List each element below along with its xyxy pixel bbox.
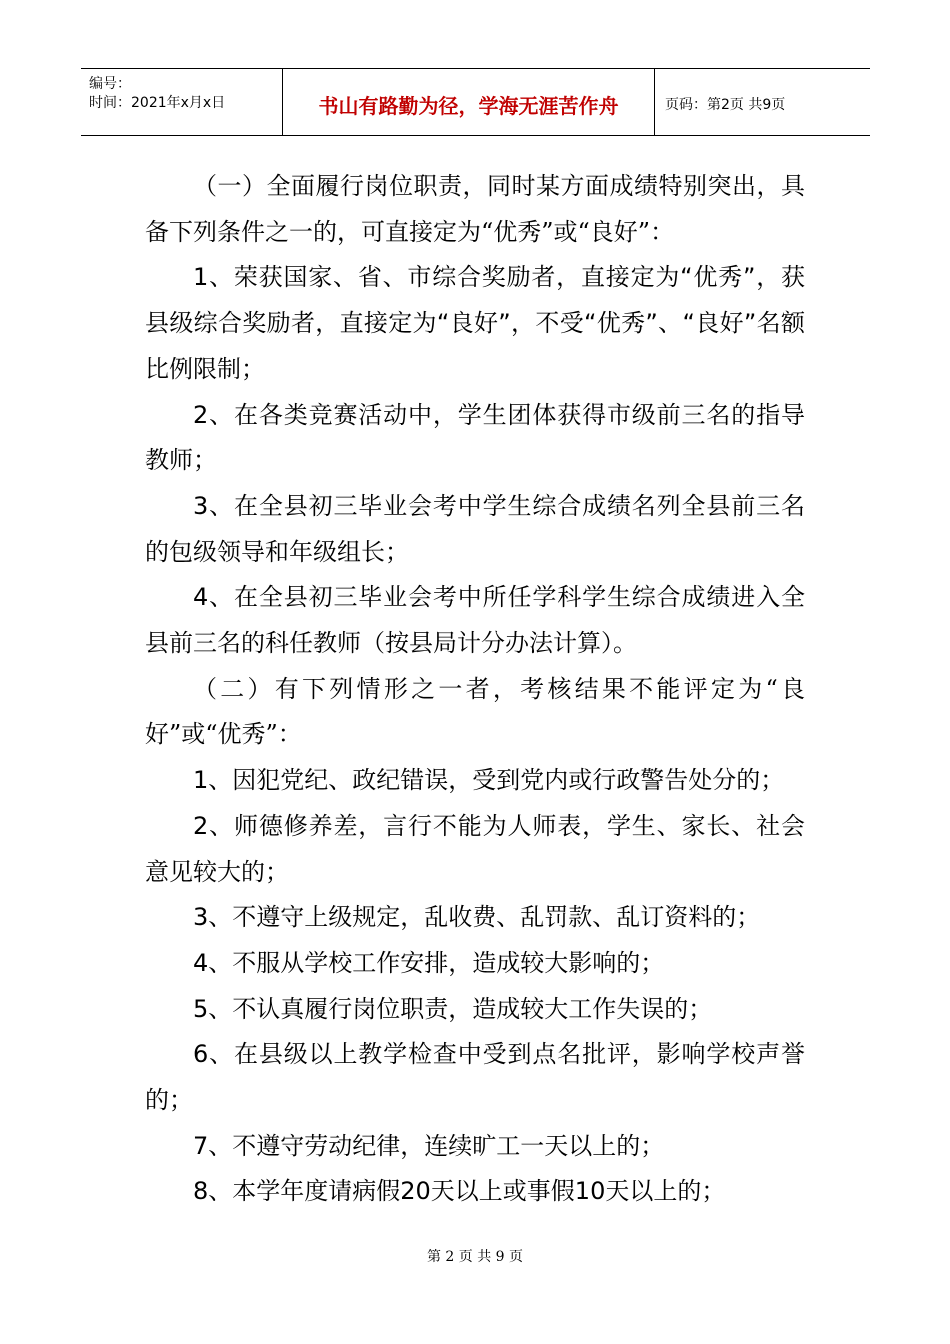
header-page-cell [655, 69, 870, 135]
list-item: 7、不遵守劳动纪律，连续旷工一天以上的； [193, 1131, 665, 1160]
list-item: 1、荣获国家、省、市综合奖励者，直接定为“优秀”，获县级综合奖励者，直接定为“良好”，不受“优秀”、“良好”名额比例限制； [145, 263, 805, 383]
list-item: 8、本学年度请病假20天以上或事假10天以上的； [193, 1177, 726, 1206]
list-item: 1、因犯党纪、政纪错误，受到党内或行政警告处分的； [193, 766, 785, 795]
list-item: 2、在各类竞赛活动中，学生团体获得市级前三名的指导教师； [145, 400, 805, 475]
section-heading-1: （一）全面履行岗位职责，同时某方面成绩特别突出，具备下列条件之一的，可直接定为“优秀”或“良好”： [145, 172, 805, 246]
section-heading-2: （二）有下列情形之一者，考核结果不能评定为“良好”或“优秀”： [145, 674, 805, 749]
list-item: 3、在全县初三毕业会考中学生综合成绩名列全县前三名的包级领导和年级组长； [145, 491, 805, 566]
list-item: 5、不认真履行岗位职责，造成较大工作失误的； [193, 994, 713, 1023]
date-label: 时间：2021年x月x日 [89, 95, 226, 111]
page-info: 页码：第2页 共9页 [665, 97, 786, 113]
motto-text: 书山有路勤为径，学海无涯苦作舟 [318, 93, 619, 118]
list-item: 6、在县级以上教学检查中受到点名批评，影响学校声誉的； [145, 1040, 805, 1115]
header-meta-cell [81, 69, 283, 135]
list-item: 2、师德修养差，言行不能为人师表，学生、家长、社会意见较大的； [145, 811, 805, 886]
header-motto-cell [283, 69, 655, 135]
list-item: 4、在全县初三毕业会考中所任学科学生综合成绩进入全县前三名的科任教师（按县局计分办法计算）。 [145, 583, 805, 658]
number-label: 编号： [89, 76, 131, 92]
document-header [81, 68, 870, 136]
document-body [145, 164, 805, 1215]
page-footer: 第 2 页 共 9 页 [426, 1249, 524, 1265]
list-item: 3、不遵守上级规定，乱收费、乱罚款、乱订资料的； [193, 903, 761, 932]
list-item: 4、不服从学校工作安排，造成较大影响的； [193, 948, 665, 977]
